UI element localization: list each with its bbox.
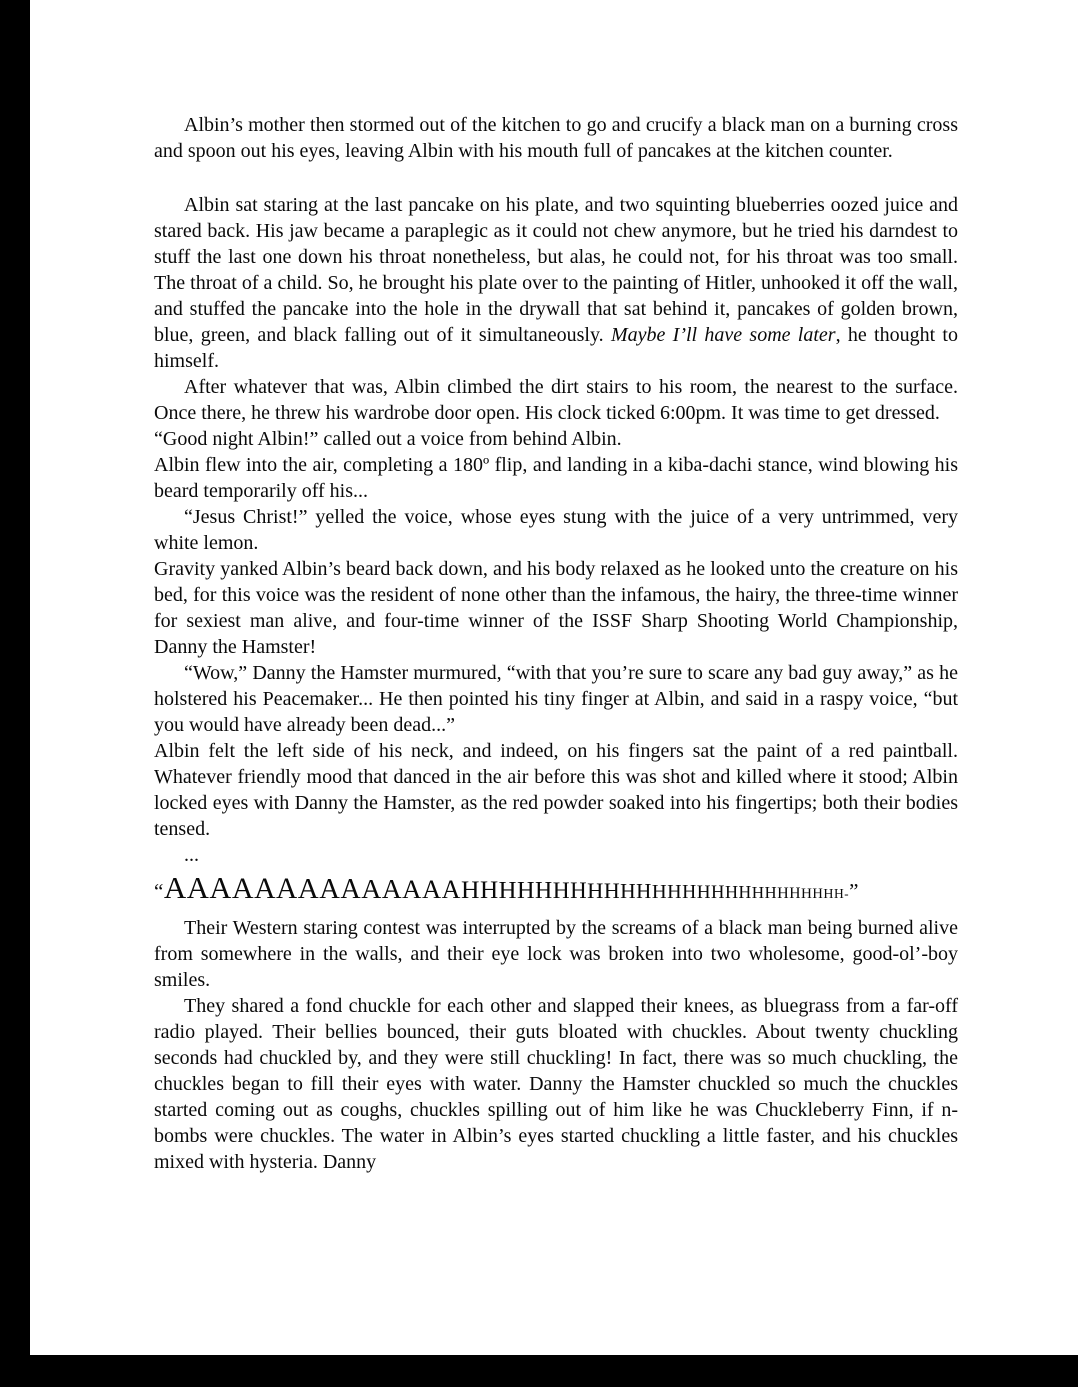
paragraph-wow: “Wow,” Danny the Hamster murmured, “with that you’re sure to scare any bad guy away,” as he holstered his Peacemaker... He then pointed his tiny finger at Albin, and said in a raspy voice, “but you would have already been dead...” — [154, 662, 958, 736]
paragraph-goodnight: “Good night Albin!” called out a voice from behind Albin. — [154, 428, 622, 450]
page-text — [154, 112, 958, 1175]
paragraph-gravity: Gravity yanked Albin’s beard back down, and his body relaxed as he looked unto the creature on his bed, for this voice was the resident of none other than the infamous, the hairy, the three-time winner for sexiest man alive, and four-time winner of the ISSF Sharp Shooting World Championship, Danny the Hamster! — [154, 558, 958, 658]
paragraph-mother: Albin’s mother then stormed out of the kitchen to go and crucify a black man on a burning cross and spoon out his eyes, leaving Albin with his mouth full of pancakes at the kitchen counter. — [154, 114, 958, 162]
open-quote: “ — [154, 879, 164, 903]
paragraph-staring-contest: Their Western staring contest was interrupted by the screams of a black man being burned alive from somewhere in the walls, and their eye lock was broken into two wholesome, good-ol’-boy smiles. — [154, 917, 958, 991]
paragraph-chuckles: They shared a fond chuckle for each other and slapped their knees, as bluegrass from a far-off radio played. Their bellies bounced, their guts bloated with chuckles. About twenty chuckling seconds had chuckled by, and they were still chuckling! In fact, there was so much chuckling, the chuckles began to fill their eyes with water. Danny the Hamster chuckled so much the chuckles started coming out as coughs, chuckles spilling out of him like he was Chuckleberry Finn, if n-bombs were chuckles. The water in Albin’s eyes started chuckling a little faster, and his chuckles mixed with hysteria. Danny — [154, 995, 958, 1173]
scan-border-left — [0, 0, 30, 1387]
paragraph-jesus-christ: “Jesus Christ!” yelled the voice, whose eyes stung with the juice of a very untrimmed, very white lemon. — [154, 506, 958, 554]
paragraph-flip: Albin flew into the air, completing a 180º flip, and landing in a kiba-dachi stance, wind blowing his beard temporarily off his... — [154, 454, 958, 502]
scan-border-bottom — [0, 1355, 1078, 1387]
paragraph-stairs: After whatever that was, Albin climbed the dirt stairs to his room, the nearest to the surface. Once there, he threw his wardrobe door open. His clock ticked 6:00pm. It was time to get dressed. — [154, 376, 958, 424]
paragraph-paintball: Albin felt the left side of his neck, and indeed, on his fingers sat the paint of a red paintball. Whatever friendly mood that danced in the air before this was shot and killed where it stood; Albin locked eyes with Danny the Hamster, as the red powder soaked into his fingertips; both their bodies tensed. — [154, 740, 958, 840]
scream-line: “AAAAAAAAAAAAAAHHHHHHHHHHHHHHHHHHHHHHHHHH-” — [154, 870, 859, 905]
close-quote: ” — [849, 879, 859, 903]
ellipsis-line: ... — [184, 844, 199, 866]
paragraph-pancake: Albin sat staring at the last pancake on his plate, and two squinting blueberries oozed juice and stared back. His jaw became a paraplegic as it could not chew anymore, but he tried his darndest to stuff the last one down his throat nonetheless, but alas, he could not, for his throat was too small. The throat of a child. So, he brought his plate over to the painting of Hitler, unhooked it off the wall, and stuffed the pancake into the hole in the drywall that sat behind it, pancakes of golden brown, blue, green, and black falling out of it simultaneously. Maybe I’ll have some later, he thought to himself. — [154, 194, 958, 372]
